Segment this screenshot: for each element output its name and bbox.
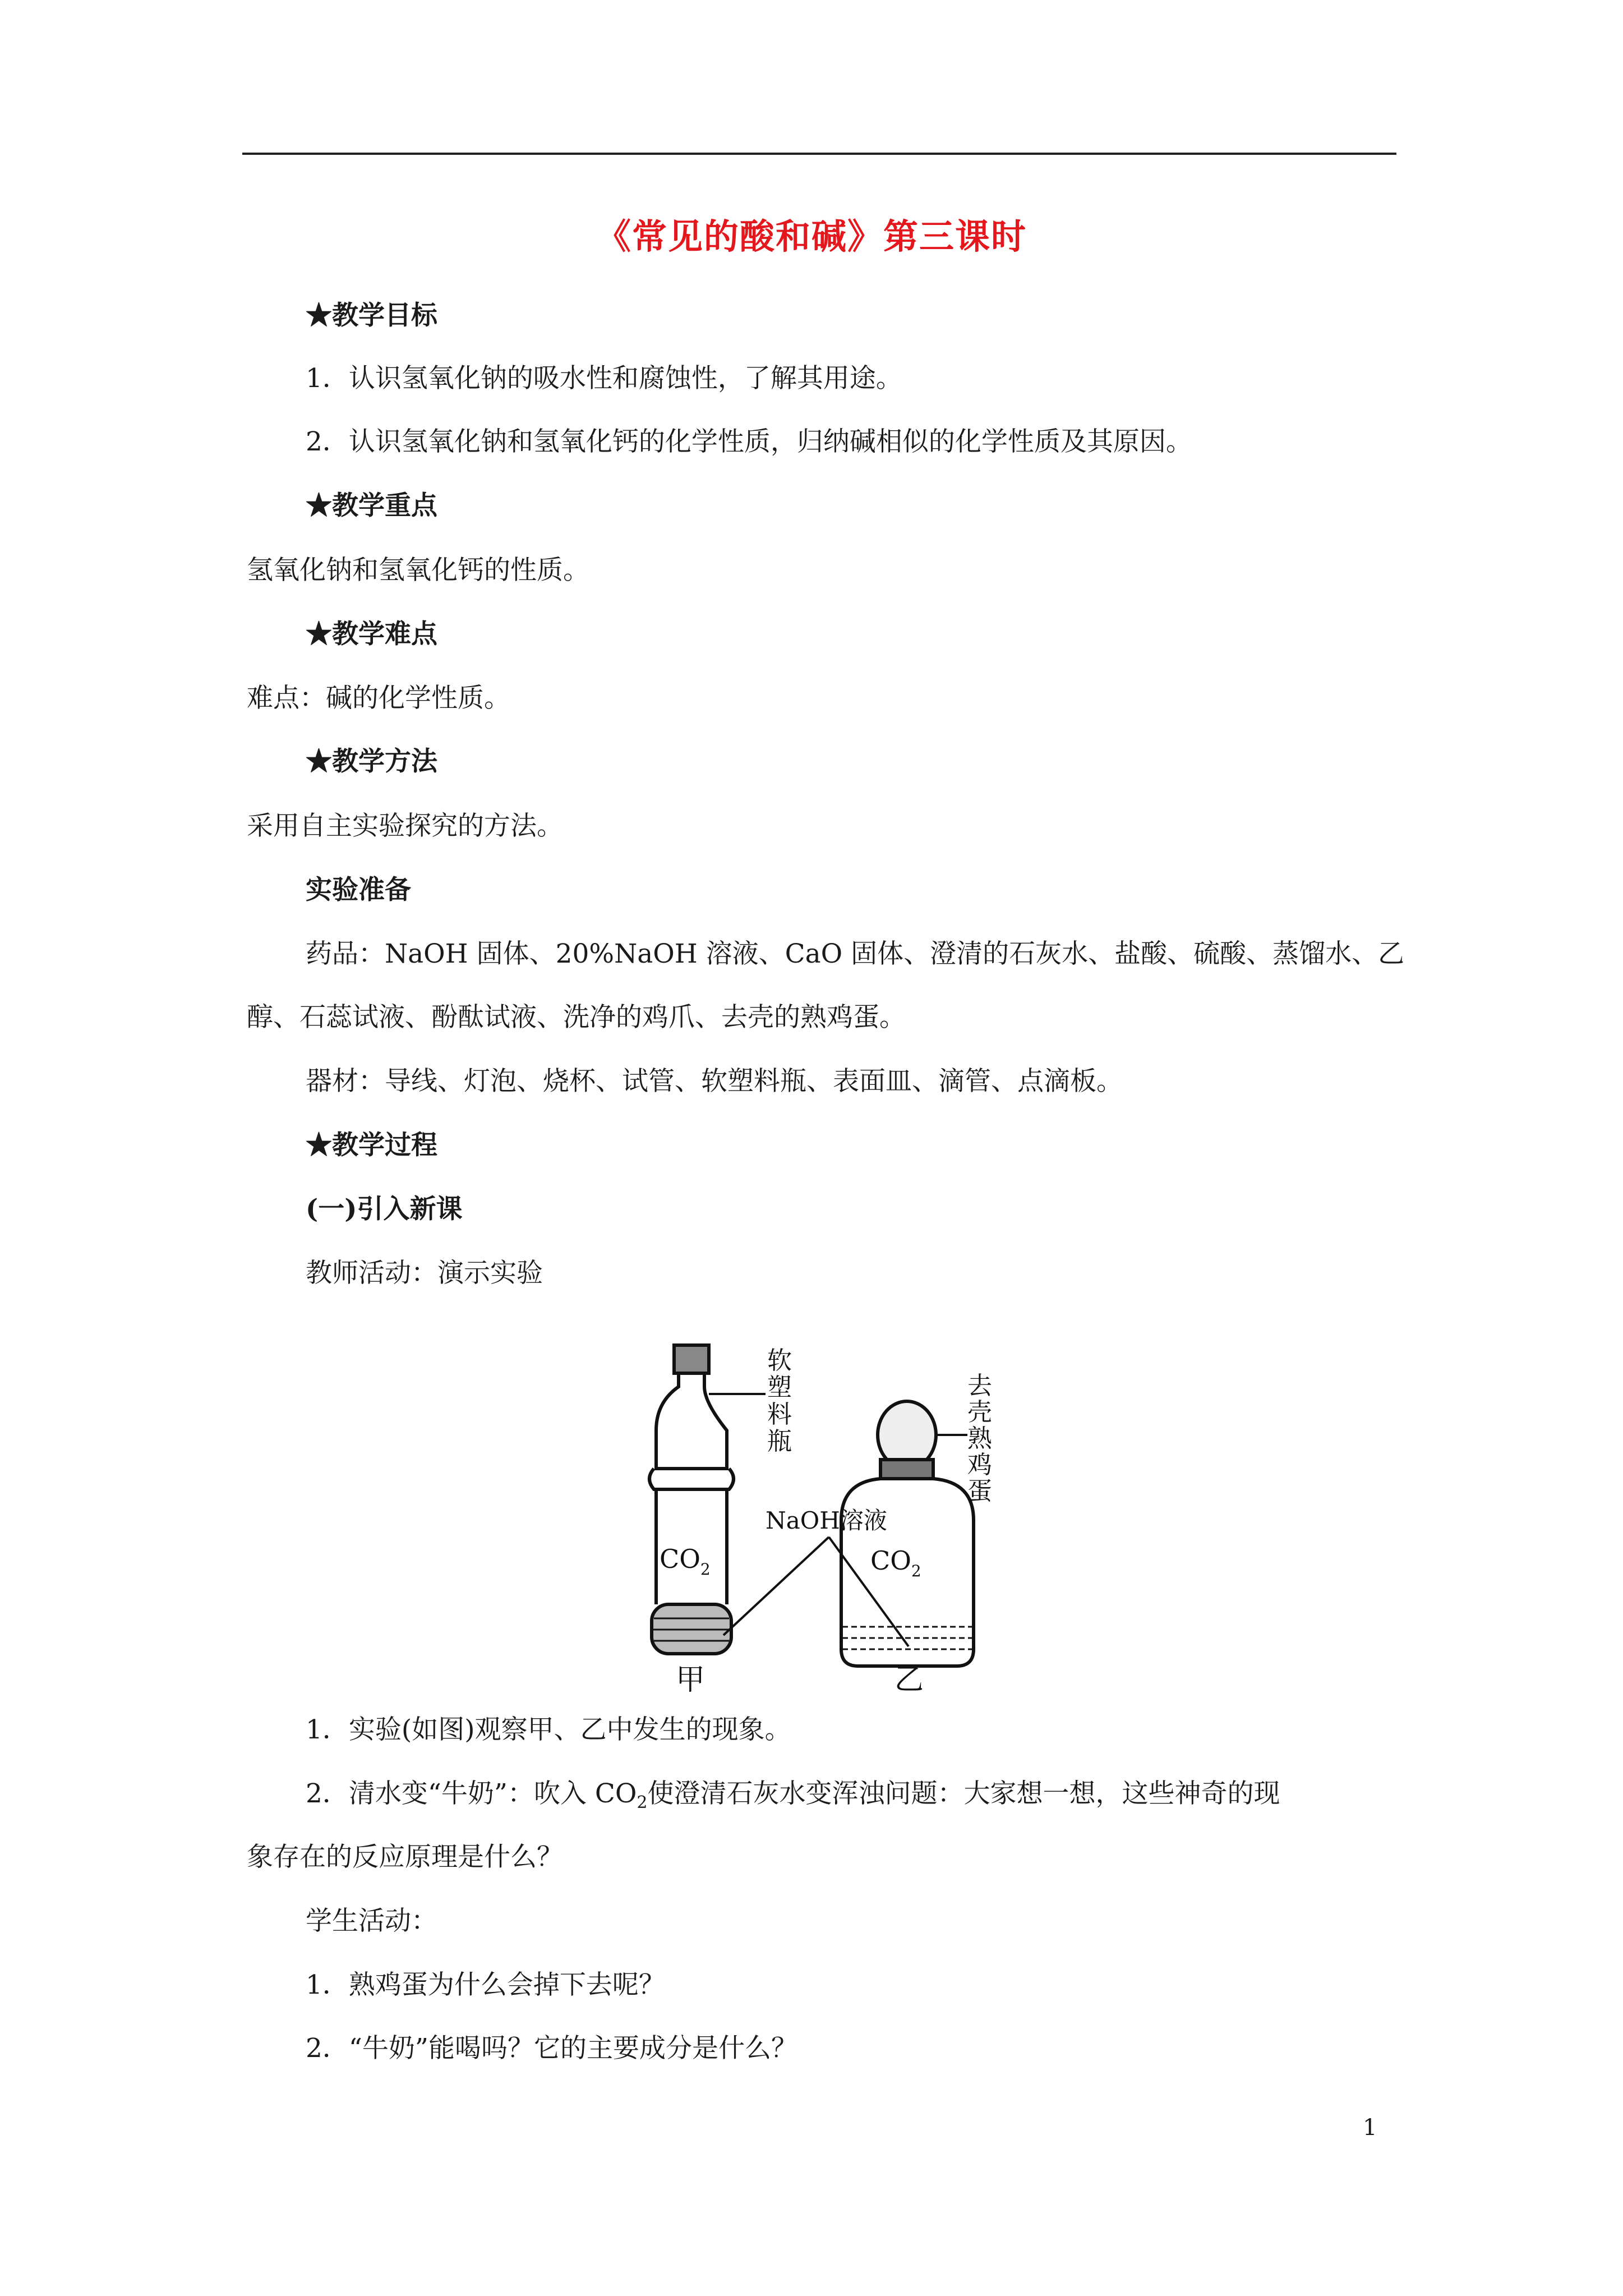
subheading-intro: (一)引入新课 [306,1194,463,1225]
page-number: 1 [1363,2115,1377,2141]
header-rule [242,153,1396,155]
label-bottle-4: 瓶 [767,1427,792,1456]
goal-item-1: 1．认识氢氧化钠的吸水性和腐蚀性，了解其用途。 [306,363,902,394]
label-naoh-solution: NaOH溶液 [766,1507,887,1534]
observe-item-2-line-2: 象存在的反应原理是什么？ [247,1842,563,1872]
label-egg-1: 去 [967,1372,992,1400]
heading-key-points: ★教学重点 [306,490,437,521]
plastic-bottle-jia [649,1345,734,1654]
heading-difficulty: ★教学难点 [306,619,437,650]
label-bottle-3: 料 [767,1400,792,1429]
observe-item-1: 1．实验(如图)观察甲、乙中发生的现象。 [306,1714,791,1745]
label-egg-3: 熟 [967,1424,992,1453]
label-co2-jia: $CO_2$ [660,1544,711,1579]
equipment-line: 器材：导线、灯泡、烧杯、试管、软塑料瓶、表面皿、滴管、点滴板。 [306,1066,1123,1097]
drugs-line-1: 药品：NaOH 固体、20%NaOH 溶液、CaO 固体、澄清的石灰水、盐酸、硫酸、蒸馏水、乙 [306,938,1405,969]
heading-preparation: 实验准备 [306,875,411,905]
observe-item-2-line-1: 2．清水变“牛奶”：吹入 $CO_2$使澄清石灰水变浑浊问题：大家想一想，这些神奇的现 [306,1778,1280,1812]
key-points-text: 氢氧化钠和氢氧化钙的性质。 [247,555,589,586]
method-text: 采用自主实验探究的方法。 [247,811,563,841]
label-egg-2: 壳 [967,1398,992,1427]
heading-process: ★教学过程 [306,1130,437,1161]
page-title: 《常见的酸和碱》第三课时 [596,216,1027,257]
label-bottle-1: 软 [767,1346,792,1375]
experiment-figure [639,1335,1066,1694]
label-egg-5: 蛋 [967,1477,992,1506]
heading-method: ★教学方法 [306,746,437,777]
goal-item-2: 2．认识氢氧化钠和氢氧化钙的化学性质，归纳碱相似的化学性质及其原因。 [306,426,1192,457]
label-bottle-2: 塑 [767,1373,792,1402]
label-co2-yi: $CO_2$ [870,1545,921,1580]
label-yi: 乙 [895,1663,924,1694]
question-2: 2．“牛奶”能喝吗？它的主要成分是什么？ [306,2033,797,2064]
drugs-line-2: 醇、石蕊试液、酚酞试液、洗净的鸡爪、去壳的熟鸡蛋。 [247,1002,906,1033]
label-egg-4: 鸡 [967,1451,992,1479]
teacher-activity: 教师活动：演示实验 [306,1258,543,1289]
difficulty-text: 难点：碱的化学性质。 [247,683,510,714]
student-activity: 学生活动： [306,1906,437,1936]
heading-goals: ★教学目标 [306,300,437,331]
question-1: 1．熟鸡蛋为什么会掉下去呢？ [306,1970,665,2000]
label-jia: 甲 [676,1663,706,1694]
